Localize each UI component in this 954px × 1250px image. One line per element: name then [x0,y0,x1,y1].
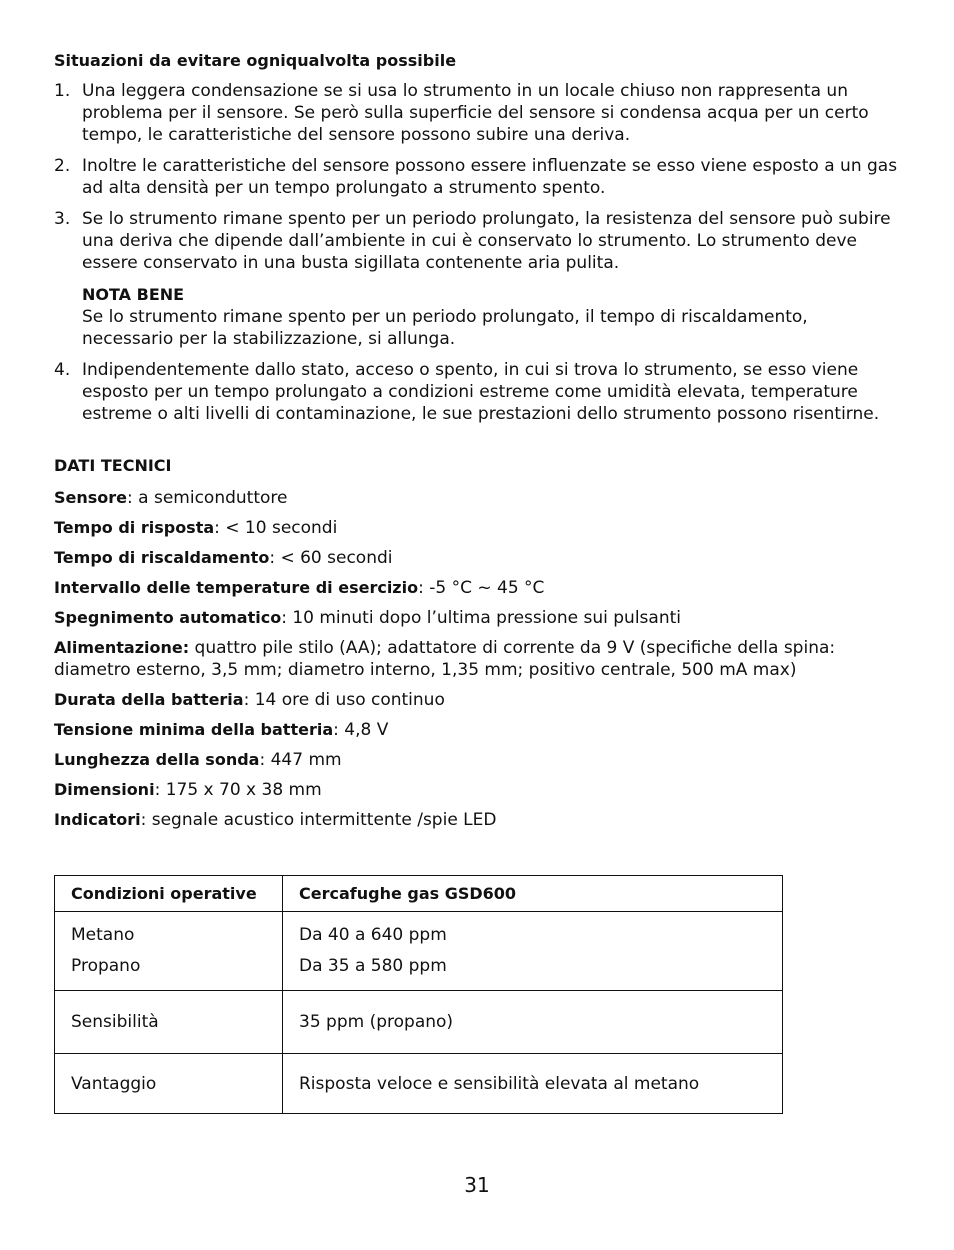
situations-heading: Situazioni da evitare ogniqualvolta possibile [54,51,457,70]
table-cell [283,991,783,1054]
document-page [54,50,900,839]
situations-list [54,80,900,425]
cell-text: Risposta veloce e sensibilità elevata al metano [299,1073,700,1094]
note-text: Se lo strumento rimane spento per un periodo prolungato, il tempo di riscaldamento, necessario per la stabilizzazione, si allunga. [82,307,808,349]
spec-value: : a semiconduttore [127,488,288,508]
item-number: 4. [54,360,71,380]
list-item [54,155,900,199]
spec-label: Alimentazione: [54,638,190,657]
spec-label: Dimensioni [54,780,155,799]
spec-label: Spegnimento automatico [54,608,282,627]
spec-battery-life [54,689,900,711]
spec-value: : < 10 secondi [214,518,338,538]
table-header-row [55,876,783,912]
cell-text: 35 ppm (propano) [299,1012,454,1032]
list-item [54,208,900,350]
spec-value: quattro pile stilo (AA); adattatore di corrente da 9 V (specifiche della spina: diametro esterno, 3,5 mm; diametro interno, 1,35 mm; positivo centrale, 500 mA max) [54,638,836,680]
spec-value: : segnale acustico intermittente /spie LED [140,810,497,830]
table-header-cell: Condizioni operative [55,876,283,912]
cell-text: Vantaggio [71,1073,157,1094]
spec-label: Tempo di riscaldamento [54,548,270,567]
spec-operating-temperature [54,577,900,599]
spec-value: : 14 ore di uso continuo [243,690,445,710]
item-text: Una leggera condensazione se si usa lo strumento in un locale chiuso non rappresenta un problema per il sensore. Se però sulla superficie del sensore si condensa acqua per un certo tempo, le caratteristiche del sensore possono subire una deriva. [82,81,869,145]
operating-conditions-table [54,875,783,1114]
spec-probe-length [54,749,900,771]
list-item [54,359,900,425]
spec-indicators [54,809,900,831]
spec-label: Tempo di risposta [54,518,215,537]
table-cell [283,1054,783,1114]
spec-value: : 175 x 70 x 38 mm [154,780,322,800]
item-number: 1. [54,81,71,101]
cell-text: Da 40 a 640 ppm [299,925,447,945]
table-header-cell: Cercafughe gas GSD600 [283,876,783,912]
table-cell [55,991,283,1054]
spec-sensor [54,487,900,509]
page-number: 31 [464,1173,490,1197]
spec-label: Sensore [54,488,128,507]
spec-min-battery-voltage [54,719,900,741]
cell-text: Propano [71,956,141,976]
spec-value: : 447 mm [259,750,342,770]
table-cell [283,912,783,991]
cell-text: Metano [71,925,135,945]
table-cell [55,912,283,991]
specs-heading: DATI TECNICI [54,456,172,475]
spec-value: : 10 minuti dopo l’ultima pressione sui pulsanti [281,608,681,628]
spec-warmup-time [54,547,900,569]
table-row [55,912,783,991]
item-text: Se lo strumento rimane spento per un periodo prolungato, la resistenza del sensore può subire una deriva che dipende dall’ambiente in cui è conservato lo strumento. Lo strumento deve essere conservato in una busta sigillata contenente aria pulita. [82,209,891,273]
note-block [82,284,900,350]
spec-label: Tensione minima della batteria [54,720,334,739]
spec-dimensions [54,779,900,801]
spec-value: : < 60 secondi [269,548,393,568]
item-number: 3. [54,209,71,229]
spec-label: Indicatori [54,810,141,829]
item-number: 2. [54,156,71,176]
spec-auto-power-off [54,607,900,629]
spec-response-time [54,517,900,539]
table-cell [55,1054,283,1114]
table-row [55,1054,783,1114]
spec-power-supply [54,637,900,681]
spec-label: Durata della batteria [54,690,244,709]
item-text: Indipendentemente dallo stato, acceso o spento, in cui si trova lo strumento, se esso viene esposto per un tempo prolungato a condizioni estreme come umidità elevata, temperature estreme o alti livelli di contaminazione, le sue prestazioni dello strumento possono risentirne. [82,360,880,424]
list-item [54,80,900,146]
spec-label: Lunghezza della sonda [54,750,260,769]
spec-value: : 4,8 V [333,720,389,740]
table-row [55,991,783,1054]
cell-text: Da 35 a 580 ppm [299,956,447,976]
item-text: Inoltre le caratteristiche del sensore possono essere influenzate se esso viene esposto a un gas ad alta densità per un tempo prolungato a strumento spento. [82,156,898,198]
spec-label: Intervallo delle temperature di esercizio [54,578,419,597]
cell-text: Sensibilità [71,1012,159,1032]
spec-value: : -5 °C ~ 45 °C [418,578,545,598]
note-title: NOTA BENE [82,285,185,304]
specs-list [54,487,900,831]
